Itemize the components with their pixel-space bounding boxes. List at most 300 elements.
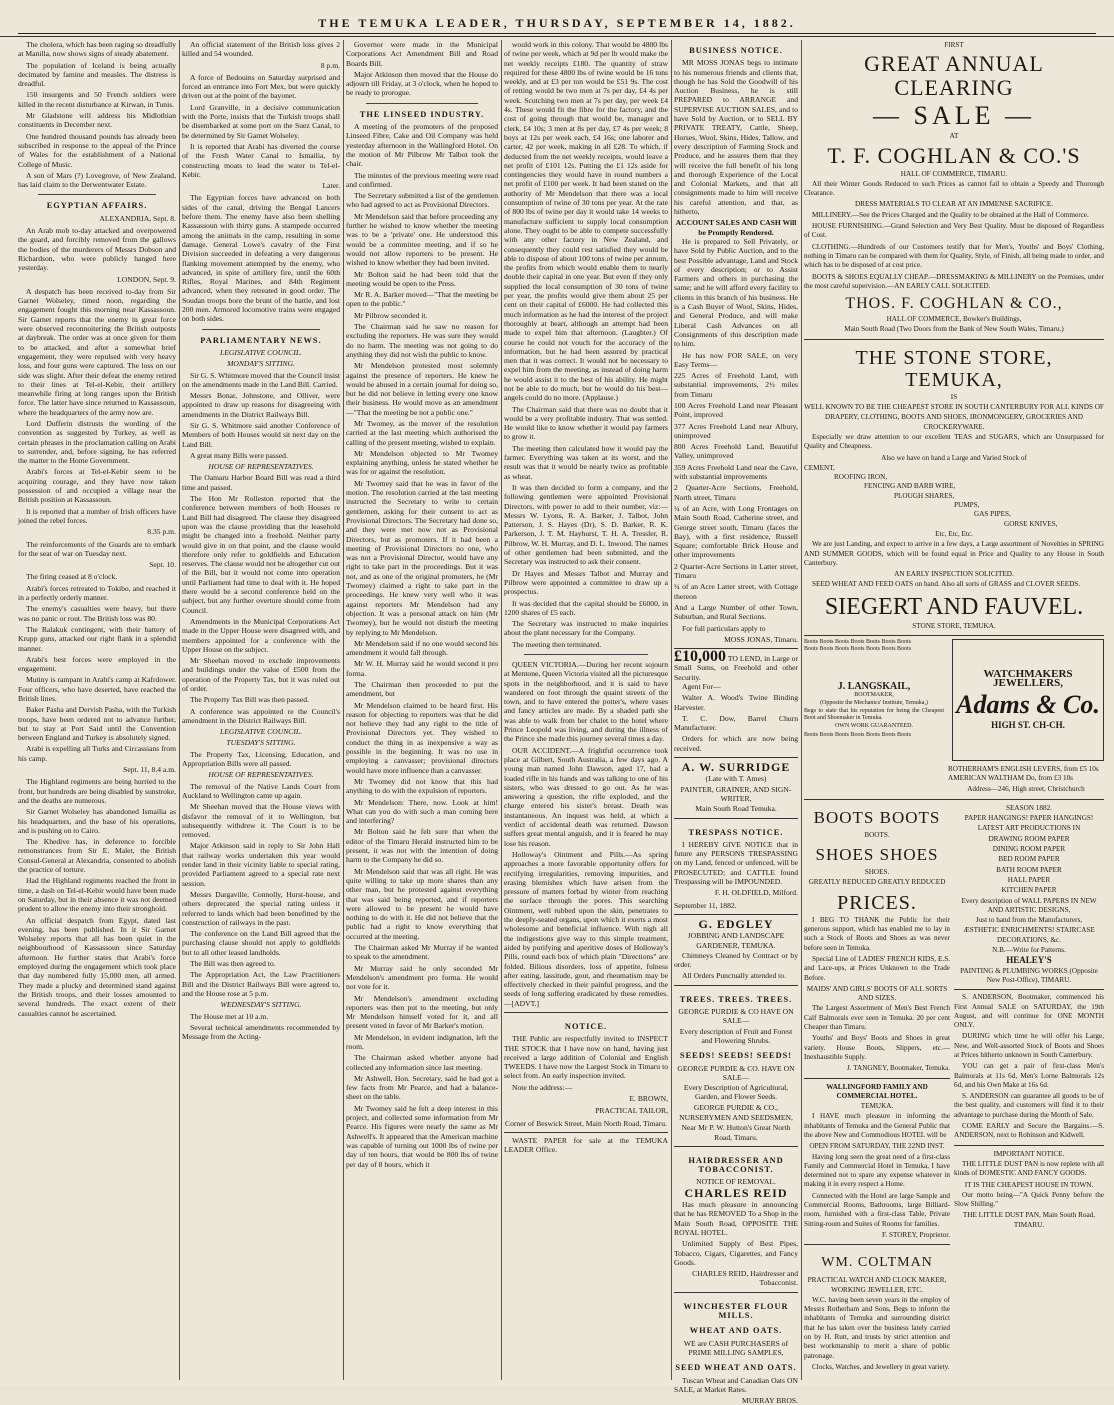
- heading-parliamentary-news: PARLIAMENTARY NEWS.: [200, 335, 322, 345]
- news-paragraph: Arabi's best forces were employed in the engagement.: [18, 654, 176, 674]
- ad-text: THE LITTLE DUST PAN, Main South Road, TIMARU.: [962, 1211, 1096, 1229]
- heading-linseed-industry: THE LINSEED INDUSTRY.: [359, 109, 485, 119]
- news-paragraph: Major Atkinson then moved that the House do adjourn till Friday, at 3 o'clock, when he hoped to be ready to prorogue.: [346, 69, 498, 98]
- list-item: 2 Quarter-Acre Sections in Latter street, Timaru: [674, 561, 798, 581]
- ad-heading: SEEDS! SEEDS! SEEDS!: [679, 1051, 793, 1061]
- column-2: [182, 40, 340, 1380]
- ad-heading: HAIRDRESSER AND TOBACCONIST.: [688, 1155, 784, 1175]
- ad-text: HALL OF COMMERCE, TIMARU.: [900, 169, 1008, 178]
- news-paragraph: Lord Dufferin distrusts the wording of the convention as suggested by Turkey, as well as certain phrases in the proclamation calling on Arabi to surrender, and, before signing, he has referred the matter to the Home Government.: [18, 418, 176, 466]
- ad-text: COME EARLY and Secure the Bargains.—S. ANDERSON, next to Robinson and Kidwell.: [954, 1122, 1104, 1140]
- news-paragraph: Baker Pasha and Dervish Pasha, with the Turkish troops, have been ordered not to advance further, but to stay at Port Said until the Convention between England and Turkey is absolutely signed.: [18, 705, 176, 743]
- ad-langskail: [804, 639, 944, 795]
- goods-item: PLOUGH SHARES,: [894, 491, 955, 500]
- goods-item: Etc, Etc, Etc.: [935, 529, 973, 538]
- boots-border: Boots Boots Boots Boots Boots Boots Boots: [804, 731, 912, 738]
- ad-edgley: [674, 914, 798, 981]
- dateline: ALEXANDRIA, Sept. 8.: [99, 213, 176, 223]
- news-paragraph: Mr Mendelson protested most solemnly against the presence of reporters. He knew he would be abused in a certain journal for doing so, but he did not believe in letting every one know their business. He would move as an amendment—"That the meeting be not a public one.": [346, 361, 498, 417]
- ad-heading: NOTICE.: [564, 1021, 608, 1031]
- ad-text: GEORGE PURDIE & CO HAVE ON SALE—: [678, 1007, 794, 1026]
- news-paragraph: The minutes of the previous meeting were read and confirmed.: [346, 170, 498, 189]
- ad-row-boots-adams: [804, 635, 1104, 795]
- ad-text: Also we have on hand a Large and Varied Stock of: [881, 453, 1027, 462]
- news-paragraph: The meeting then terminated.: [512, 639, 602, 649]
- news-paragraph: Amendments in the Municipal Corporations Act made in the Upper House were disagreed with, and members appointed for a conference with the Upper House on the subject.: [182, 616, 340, 654]
- ad-text: Every Description of Agricultural, Garden, and Flower Seeds.: [683, 1083, 789, 1102]
- ad-text: NOTICE OF REMOVAL.: [696, 1177, 776, 1187]
- news-paragraph: The Egyptian forces have advanced on both sides of the canal, driving the Bengal Lancers before them. The enemy have also been shelling Kassassoun with thirty guns. A stampede occurred among the animals in the camp, resulting in some damage. General Lowe's cavalry of the First Division succeeded in defeating a very dangerous flanking movement attempted by the enemy, who advanced, in spite of artillery fire, until the 60th Rifles, Royal Marines, and 84th Regiment advanced, when they retreated in good order. The Soudan troops bore the brunt of the battle, and lost 200 men. Armored locomotive trains were engaged on both sides.: [182, 193, 340, 324]
- news-paragraph: It is reported that Arabi has diverted the course of the Fresh Water Canal to Ismailia, by constructing moats to lead the water to Tel-el-Kebir.: [182, 141, 340, 179]
- ad-text: SHOES.: [864, 868, 890, 877]
- ad-title: WM. COLTMAN: [821, 1255, 933, 1271]
- ad-text: All their Winter Goods Reduced to such Prices as cannot fail to obtain a Speedy and Thorough Clearance.: [804, 179, 1104, 198]
- news-paragraph: Mr Bolton said he felt sure that when the editor of the Timaru Herald instructed him to be present, it was not with the intention of doing harm to the Company he did so.: [346, 827, 498, 865]
- ad-text: JOBBING AND LANDSCAPE GARDENER, TEMUKA.: [687, 931, 785, 950]
- ad-title: THOS. F. COGHLAN & CO.,: [845, 295, 1063, 313]
- divider: [524, 654, 648, 655]
- ad-text: TEMUKA.: [860, 1102, 894, 1111]
- ad-title: WALLINGFORD FAMILY AND COMMERCIAL HOTEL.: [826, 1082, 928, 1100]
- news-paragraph: Sir G. S. Whitmore said another Conference of Members of both Houses would sit next day on the Land Bill.: [182, 420, 340, 449]
- dateline: Sept. 11, 8.4 a.m.: [123, 765, 176, 775]
- ad-heading: TRESPASS NOTICE.: [688, 827, 784, 837]
- ad-title: G. EDGLEY: [698, 916, 774, 931]
- subheading: LEGISLATIVE COUNCIL.: [220, 727, 302, 737]
- news-paragraph: Arabi is expelling all Turks and Circassians from his camp.: [18, 744, 176, 763]
- ad-text: DURING which time he will offer his Large, New, and Well-assorted Stock of Boots and Shoes at Prices hitherto unknown in South Canterbury.: [954, 1032, 1104, 1059]
- column-rule: [671, 40, 672, 1380]
- ad-text: TO LEND, in Large or Small Sums, on Freehold and other Security.: [674, 654, 798, 682]
- news-paragraph: Mr W. H. Murray said he would second it pro forma.: [346, 659, 498, 678]
- ad-text: ROTHERHAM'S ENGLISH LEVERS, from £5 10s: [948, 764, 1099, 773]
- ad-text: S. ANDERSON can guarantee all goods to be of the best quality, and customers will find it to their advantage to purchase during the Month of Sale.: [954, 1092, 1104, 1119]
- ad-signature: J. TANGNEY, Bootmaker, Temuka.: [846, 1064, 950, 1073]
- news-paragraph: Governor were made in the Municipal Corporations Act Amendment Bill and Road Boards Bill.: [346, 40, 498, 68]
- ad-text: (Opposite the Mechanics' Institute, Temuka,): [820, 699, 928, 706]
- dateline: LONDON, Sept. 9.: [117, 274, 176, 284]
- logo-text: JEWELLERS,: [993, 677, 1063, 690]
- news-paragraph: Mr Murray said he only seconded Mr Mendelson's amendment pro forma. He would not vote for it.: [346, 963, 498, 992]
- ad-text: FIRST: [944, 41, 964, 49]
- dateline: 8.35 p.m.: [147, 527, 176, 537]
- ad-text: Begs to state that his reputation for being the Cheapest Boot and Shoemaker in Temuka.: [804, 708, 944, 722]
- ad-text: OWN WORK GUARANTEED.: [834, 723, 914, 730]
- news-paragraph: Mr Sheehan moved to exclude improvements and buildings under the value of £500 from the operation of the Property Tax, but it was ruled out of order.: [182, 656, 340, 693]
- column-rule: [179, 40, 180, 1380]
- news-paragraph: Mr Mendelson said that was all right. He was quite willing to take up more shares than any other man, but he protested against everything that was said being reported, and if reporters were allowed to be present he would have nothing to do with it. He did not believe that the public had a right to know everything that occurred at the meeting.: [346, 866, 498, 941]
- ad-title: J. LANGSKAIL,: [837, 681, 911, 693]
- news-paragraph: Arabi's forces at Tel-el-Kebir seem to be acquiring courage, and they have now taken possession of and occupied a village near the British position at Kassassoun.: [18, 467, 176, 505]
- news-paragraph: The Chairman asked whether anyone had collected any information since last meeting.: [346, 1053, 498, 1072]
- ad-row-tangney-papers: [804, 799, 1104, 1374]
- paper-item: BED ROOM PAPER: [998, 855, 1060, 864]
- ad-text: IS: [950, 392, 958, 401]
- ad-text: (Late with T. Ames): [705, 774, 767, 784]
- ad-text: He has now FOR SALE, on very Easy Terms—: [674, 350, 798, 369]
- land-list: [674, 371, 798, 621]
- news-paragraph: The enemy's casualties were heavy, but there was no panic or rout. The British loss was 80.: [18, 604, 176, 623]
- goods-item: GORSE KNIVES,: [1004, 519, 1058, 528]
- column-rule: [343, 40, 344, 1380]
- ad-brown-tailor: [504, 1012, 668, 1128]
- ad-text: Clocks, Watches, and Jewellery in great variety.: [812, 1362, 950, 1371]
- ad-text: Tuscan Wheat and Canadian Oats ON SALE, at Market Rates.: [674, 1375, 798, 1394]
- news-paragraph: A conference was appointed re the Council's amendment in the District Railways Bill.: [182, 706, 340, 725]
- column-5: [674, 40, 798, 1405]
- ad-text: OPEN FROM SATURDAY, THE 22ND INST.: [809, 1142, 945, 1151]
- ad-stone-store: [804, 339, 1104, 631]
- ad-text: Address—246, High street, Christchurch: [967, 784, 1085, 793]
- dateline: 8 p.m.: [320, 60, 340, 70]
- list-item: 225 Acres of Freehold Land, with substantial improvements, 2½ miles from Timaru: [674, 371, 798, 399]
- ad-heading: TREES. TREES. TREES.: [679, 994, 793, 1004]
- news-paragraph: Dr Hayes and Messrs Talbot and Murray and Pilbrow were appointed a committee to draw up a prospectus.: [504, 568, 668, 597]
- loan-amount: £10,000: [674, 648, 726, 666]
- ad-address: Corner of Beswick Street, Main North Road, Timaru.: [505, 1118, 667, 1128]
- goods-item: CEMENT,: [804, 463, 835, 472]
- ad-text: W.C. having been seven years in the employ of Messrs Rotherham and Sons, Begs to inform the inhabitants of Temuka and surrounding district that he has taken over the business lately carried on by H. Rutt, and trusts by strict attention and best workmanship to merit a share of public patronage.: [804, 1295, 950, 1360]
- ad-title-shoes: SHOES SHOES: [815, 845, 939, 865]
- ad-text: I HAVE much pleasure in informing the inhabitants of Temuka and the General Public that the above New and Commodious HOTEL will be: [804, 1112, 950, 1139]
- news-paragraph: Several technical amendments recommended by Message from the Acting-: [182, 1022, 340, 1042]
- ad-signature: E. BROWN,: [629, 1094, 668, 1104]
- news-paragraph: The conference on the Land Bill agreed that the purchasing clause should not apply to goldfields but to all other leased landholds.: [182, 929, 340, 957]
- paper-item: DINING ROOM PAPER: [992, 845, 1066, 854]
- ad-text: Unlimited Supply of Best Pipes, Tobacco, Cigars, Cigarettes, and Fancy Goods.: [674, 1239, 798, 1267]
- news-paragraph: Mr Pilbrow seconded it.: [354, 310, 428, 320]
- news-paragraph: A force of Bedouins on Saturday surprised and forced an entrance into Fort Mex, but were quickly driven out at the point of the bayonet.: [182, 72, 340, 101]
- list-item: 2 Quarter-Acre Sections, Freehold, North street, Timaru: [674, 483, 798, 502]
- ad-text: PAINTER, GRAINER, AND SIGN-WRITER,: [680, 784, 792, 803]
- news-paragraph: The Chairman asked Mr Murray if he wanted to speak to the amendment.: [346, 943, 498, 962]
- news-paragraph: An official despatch from Egypt, dated last evening, has been published. In it Sir Garnet Wolseley reports that all has been quiet in the neighbourhood of Kassassoun since Saturday afternoon. He further states that Arabi's force employed during the engagement which took place that day numbered fully 15,000 men, all armed. They made a plucky and determined stand against the British troops, and their losses amounted to several hundreds. The exact extent of their casualties cannot be ascertained.: [18, 915, 176, 1018]
- ad-text: Special Line of LADIES' FRENCH KIDS, E.S. and Lace-ups, at Prices Unknown to the Trade Before.: [804, 954, 950, 982]
- news-paragraph: Mr Mendelson: There, now. Look at him! What can you do with such a man coming here and interfering?: [346, 797, 498, 826]
- news-paragraph: The Property Tax Bill was then passed.: [190, 695, 309, 705]
- subheading: HOUSE OF REPRESENTATIVES.: [208, 462, 314, 472]
- news-paragraph: Had the Highland regiments reached the front in time, a dash on Tel-el-Kebir would have been made on Saturday, but in their absence it was not deemed prudent to allow the enemy into their stronghold.: [18, 876, 176, 914]
- ad-text: STONE STORE, TEMUKA.: [912, 621, 996, 630]
- news-paragraph: Holloway's Ointment and Pills.—As spring approaches a more favorable opportunity offers for rectifying irregularities, removing impurities, and erasing blemishes which have arisen from the pressure of matters forbad by winter from reaching the surface through the pores. This searching Ointment, well rubbed upon the skin, penetrates to the deeply-seated organs, upon which it exerts a most wholesome and beneficial influence. With nigh all the indigestions give way to this simple treatment, aided by purifying and aperitive doses of Holloway's Pills, round each box of which plain "Directions" are folded. Bilious disorders, loss of appetite, fulness after eating, lassitude, gout, and rheumatism may be effectively checked in their painful progress, and the seeds of long suffering eradicated by these remedies.—[ADVT.]: [504, 849, 668, 1008]
- ad-text: Just to hand from the Manufacturers,: [975, 916, 1083, 925]
- ad-title-siegert: SIEGERT AND FAUVEL.: [824, 593, 1084, 620]
- ad-text: HALL OF COMMERCE, Bowker's Buildings,: [886, 315, 1022, 324]
- divider: [202, 329, 320, 330]
- list-item: ¼ of an Acre Latter street, with Cottage thereon: [674, 582, 798, 601]
- ad-text: DRESS MATERIALS TO CLEAR AT AN IMMENSE SACRIFICE.: [854, 200, 1054, 209]
- news-paragraph: Mutiny is rampant in Arabi's camp at Kafrdower. Four officers, who have deserted, have reached the British lines.: [18, 675, 176, 703]
- ad-text: Note the address:—: [512, 1082, 573, 1092]
- news-paragraph: Sir Garnet Wolseley has abandoned Ismailia as his headquarters, and the base of his operations, and is pushing on to Cairo.: [18, 807, 176, 835]
- news-paragraph: 150 insurgents and 50 French soldiers were killed in the recent disturbance at Kirwan, in Tunis.: [18, 90, 176, 109]
- news-paragraph: Mr Mendelson claimed to be heard first. His reason for objecting to reporters was that he did not believe they had any right to the title of Provisional Directors yet. They wished to conduct the thing in as inexpensive a way as possible in the beginning. It was no use in employing a canvasser; provisional directors would have more influence than a canvasser.: [346, 700, 498, 775]
- divider: [38, 194, 156, 195]
- news-paragraph: The Chairman said that there was no doubt that it would be a very profitable industry. That was settled. He would like to know whether it would pay farmers to grow it.: [504, 404, 668, 442]
- ad-waste-paper: [504, 1132, 668, 1155]
- dateline: Later.: [322, 181, 340, 191]
- heading-egyptian-affairs: EGYPTIAN AFFAIRS.: [46, 201, 148, 211]
- ad-murray: [674, 1292, 798, 1405]
- ad-text: Every description of WALL PAPERS IN NEW AND ARTISTIC DESIGNS,: [961, 896, 1097, 914]
- ad-little-dust-pan: [954, 1145, 1104, 1230]
- ad-text: AT: [949, 132, 959, 141]
- masthead: [0, 0, 1114, 37]
- ad-text: WELL KNOWN TO BE THE CHEAPEST STORE IN SOUTH CANTERBURY FOR ALL KINDS OF: [804, 403, 1104, 412]
- ad-text: NURSERYMEN AND SEEDSMEN,: [679, 1112, 793, 1122]
- ad-text: We are just Landing, and expect to arrive in a few days, a Large assortment of Novelties in SPRING AND SUMMER GOODS, which will be found equal in Price and Quality to any House in South Canterbury.: [804, 540, 1104, 567]
- news-paragraph: QUEEN VICTORIA.—During her recent sojourn at Mentone, Queen Victoria visited all the picturesque spots in the neighborhood, and it is said to have wandered on foot through the quaint streets of the town, and to have entered the potter's, where vases and fancy articles are made. By a shaded path she was able to walk from her chalet to the hotel where Prince Leopold was living, and during the illness of the Prince she made this journey several times a day.: [504, 660, 668, 744]
- news-paragraph: Mr Mendelson's amendment excluding reporters was then put to the meeting, but only Mr Mendelson himself voted for it, and all present voted in favor of Mr Barker's motion.: [346, 993, 498, 1031]
- paper-item: KITCHEN PAPER: [1001, 886, 1057, 895]
- ad-text: T. C. Dow, Barrel Churn Manufacturer.: [674, 713, 798, 733]
- ad-text: GEORGE PURDIE & CO. HAVE ON SALE—: [677, 1063, 795, 1082]
- logo-text: HIGH ST. CH-CH.: [991, 719, 1065, 730]
- ad-text: S. ANDERSON, Bootmaker, commenced his First Annual SALE on SATURDAY, the 19th August, and will continue for ONE MONTH ONLY.: [954, 993, 1104, 1030]
- list-item: ¼ of an Acre, with Long Frontages on Main South Road, Catherine street, and George street south, Timaru (faces the Bay), with a first residence, Russell Square; comfortable Brick House and other improvements: [674, 503, 798, 560]
- ad-text: SEASON 1882.: [1006, 803, 1052, 812]
- ad-text: YOU can get a pair of first-class Men's Balmorals at 11s 6d, Men's Lorne Balmorals 12s 6d, and his Own Make at 16s 6d.: [954, 1062, 1104, 1089]
- news-paragraph: A meeting of the promoters of the proposed Linseed Fibre, Cake and Oil Company was held yesterday afternoon in the Wallingford Hotel. On the motion of Mr Pilbrow Mr Talbot took the chair.: [346, 122, 498, 169]
- ad-text: Walter A. Wood's Twine Binding Harvester.: [674, 693, 798, 712]
- news-paragraph: A son of Mars (?) Lovegrove, of New Zealand, has laid claim to the Derwentwater Estate.: [18, 170, 176, 190]
- news-paragraph: The Oamaru Harbor Board Bill was read a third time and passed.: [182, 473, 340, 492]
- news-paragraph: Sir G. S. Whitmore moved that the Council insist on the amendments made in the Land Bill. Carried.: [182, 370, 340, 389]
- ad-text: Near Mr P. W. Hutton's Great North Road, Timaru.: [681, 1123, 791, 1142]
- ad-text: BOOTMAKER,: [854, 691, 894, 698]
- news-paragraph: The Highland regiments are being hurried to the front, but hundreds are being disabled by sunstroke, and the deaths are numerous.: [18, 777, 176, 805]
- ad-text: GREATLY REDUCED GREATLY REDUCED: [808, 878, 946, 887]
- ad-text: LATEST ART PRODUCTIONS IN: [977, 824, 1081, 833]
- ad-heading: SEED WHEAT AND OATS.: [675, 1363, 797, 1373]
- news-paragraph: The meeting then calculated how it would pay the farmer. Everything was taken at its worst, and the result was that it would be nearly twice as profitable as wheat.: [504, 443, 668, 481]
- ad-text: N.B.—Write for Patterns.: [992, 946, 1066, 955]
- ad-title-sale: — SALE —: [873, 101, 1035, 131]
- ad-signature: MOSS JONAS, Timaru.: [724, 634, 798, 644]
- ad-text: BOOTS.: [864, 830, 890, 839]
- news-paragraph: It was then decided to form a company, and the following gentlemen were appointed Provisional Directors, with power to add to their number, viz:—Messrs W. Lyons, R. A. Barker, J. Talbot, John Patterson, J. S. Hayes (Dr), S. D. Barker, R. K. Parkerson, J. T. M. Hayhurst, T. H. A. Tressler, R. Pilbrow, W. H. Murray, and D. L. Inwood. The names of other gentlemen had been submitted, and the Secretary was instructed to ask their consent.: [504, 482, 668, 567]
- ad-trespass: [674, 818, 798, 910]
- news-paragraph: The Bill was then agreed to.: [190, 959, 276, 969]
- news-paragraph: An official statement of the British loss gives 2 killed and 54 wounded.: [182, 40, 340, 59]
- news-paragraph: Mr Mendelson said that before proceeding any further he wished to know whether the meeting was to be a 'private' one. He understood this would be a committee meeting, and if so he would not allow reporters to be present. He wished to know whether they had been invited.: [346, 211, 498, 268]
- news-paragraph: The Secretary submitted a list of the gentlemen who had agreed to act as Provisional Directors.: [346, 191, 498, 210]
- ad-text: Main South Road Temuka.: [695, 804, 777, 814]
- ad-title-boots: BOOTS BOOTS: [813, 807, 941, 827]
- goods-item: GAS PIPES,: [974, 510, 1011, 519]
- ad-title: CHARLES REID: [684, 1185, 788, 1200]
- news-paragraph: Mr Gladstone will address his Midlothian constituents in December next.: [18, 111, 176, 130]
- news-paragraph: Mr Bolton said he had been told that the meeting would be open to the Press.: [346, 269, 498, 288]
- news-paragraph: Lord Granville, in a decisive communication with the Porte, insists that the Turkish troops shall be disembarked at some port on the Suez Canal, to be determined by Sir Garnet Wolseley.: [182, 102, 340, 140]
- news-paragraph: The Chairman said he saw no reason for excluding the reporters. He was sure they would do no harm. The meeting was not going to do anything they did not wish the public to know.: [346, 322, 498, 359]
- column-4: [504, 40, 668, 1380]
- adams-logo: [952, 639, 1104, 761]
- ad-text: GEORGE PURDIE & CO.,: [693, 1102, 779, 1112]
- ad-title-coghlan: T. F. COGHLAN & CO.'S: [827, 142, 1081, 168]
- ad-text: Main South Road (Two Doors from the Bank of New South Wales, Timaru.): [844, 325, 1064, 334]
- ad-anderson: [954, 989, 1104, 1140]
- news-paragraph: An Arab mob to-day attacked and overpowered the guard, and forcibly removed from the gallows the bodies of the murderers of Messrs Dobson and Richardson, who were publicly hanged here yesterday.: [18, 226, 176, 273]
- paper-item: DRAWING ROOM PAPER: [988, 834, 1070, 843]
- ad-text: Youths' and Boys' Boots and Shoes in great variety. House Boots, Slippers, etc.—Inexhaustible Supply.: [804, 1034, 950, 1061]
- ad-text: PAPER HANGINGS! PAPER HANGINGS!: [964, 814, 1094, 823]
- news-paragraph: A despatch has been received to-day from Sir Garnet Wolseley, timed noon, regarding the engagement fought this morning near Kassassoun. Sir Garnet reports that the enemy in great force were observed reconnoitering the British outposts at daybreak. The order was at once given for them to be attacked, and after a somewhat brief engagement, they were repulsed with very heavy loss, and four guns were captured. The loss on our side was slight. After their defeat the enemy retired to their lines at Tel-el-Kebir, their artillery meanwhile firing at long ranges upon the British force. The latter have since returned to Kassassoun, where the headquarters of the army now are.: [18, 286, 176, 417]
- ad-signature: MURRAY BROS.: [742, 1396, 798, 1405]
- ad-title-stone-store: THE STONE STORE, TEMUKA,: [855, 346, 1053, 391]
- column-rule: [501, 40, 502, 1380]
- ad-text: The Largest Assortment of Men's Best French Calf Balmorals ever seen in Temuka. 20 per cent Cheaper than Timaru.: [804, 1004, 950, 1032]
- news-paragraph: Mr Twomey said he felt a deep interest in this project, and collected some information from Mr Pearce. His figures were nearly the same as Mr Ashwell's. It appeared that the American machine was capable of turning out 1000 lbs of twine per day of ten hours, that would be 800 lbs of twine per day of 8 hours, which it: [346, 1103, 498, 1169]
- news-paragraph: One hundred thousand pounds has already been subscribed in response to the appeal of the Prince of Wales for the establishment of a National College of Music.: [18, 131, 176, 169]
- ad-title: HEALEY'S: [1006, 955, 1052, 966]
- news-paragraph: The Secretary was instructed to make inquiries about the plant necessary for the Company.: [504, 619, 668, 638]
- ad-text: For full particulars apply to: [682, 623, 766, 633]
- subheading: MONDAY'S SITTING.: [227, 359, 295, 369]
- ad-text: I BEG TO THANK the Public for their generous support, which has enabled me to lay in such a Stock of Boots and Shoes as was never before seen in Temuka.: [804, 915, 950, 952]
- ad-text: ÆSTHETIC ENRICHMENTS! STAIRCASE DECORATIONS, &c.: [963, 926, 1095, 944]
- news-paragraph: The firing ceased at 8 o'clock.: [26, 572, 118, 582]
- ad-text: Every description of Fruit and Forest and Flowering Shrubs.: [679, 1026, 793, 1045]
- ad-text: Orders for which are now being received.: [674, 734, 798, 753]
- news-paragraph: A great many Bills were passed.: [190, 450, 288, 460]
- news-paragraph: Mr Mendelson objected to Mr Twomey explaining anything, unless he stated whether he was for or against the resolution.: [346, 448, 498, 477]
- news-paragraph: Mr R. A. Barker moved—"That the meeting be open to the public.": [346, 290, 498, 309]
- ad-title-prices: PRICES.: [837, 891, 917, 914]
- list-item: 377 Acres Freehold Land near Albury, unimproved: [674, 421, 798, 440]
- subheading: LEGISLATIVE COUNCIL.: [220, 347, 302, 357]
- ad-title: A. W. SURRIDGE: [681, 760, 791, 775]
- news-paragraph: Mr Twomey did not know that this had anything to do with the expulsion of reporters.: [346, 776, 498, 796]
- column-3: [346, 40, 498, 1380]
- ad-signature: F. STOREY, Proprietor.: [881, 1230, 950, 1239]
- ad-text: Agent For—: [682, 682, 721, 691]
- news-paragraph: The Ralakuk contingent, with their battery of Krupp guns, attacked our right flank in a splendid manner.: [18, 624, 176, 653]
- goods-item: PUMPS,: [954, 501, 980, 510]
- ad-text: SEED WHEAT AND FEED OATS on hand. Also all sorts of GRASS and CLOVER SEEDS.: [812, 580, 1081, 589]
- ad-heading: WHEAT AND OATS.: [689, 1326, 783, 1336]
- ad-text: All Orders Punctually attended to.: [682, 971, 786, 981]
- paper-item: HALL PAPER: [1007, 875, 1051, 884]
- dateline: Sept. 10.: [149, 560, 176, 570]
- news-paragraph: The cholera, which has been raging so dreadfully at Manilla, now shows signs of steady abatement.: [18, 40, 176, 59]
- paper-item: BATH ROOM PAPER: [996, 865, 1062, 874]
- ad-text: ACCOUNT SALES AND CASH Will be Promptly Rendered.: [675, 218, 797, 237]
- ad-text: MAIDS' AND GIRLS' BOOTS OF ALL SORTS AND SIZES.: [806, 984, 948, 1003]
- news-paragraph: The removal of the Native Lands Court from Auckland to Wellington came up again.: [182, 781, 340, 800]
- ad-date: September 11, 1882.: [674, 900, 737, 910]
- ad-surridge: [674, 757, 798, 813]
- news-paragraph: The House met at 10 a.m.: [190, 1011, 269, 1021]
- news-paragraph: Mr Sheehan moved that the House views with disfavor the removal of it to Wellington, but subsequently withdrew it. The Court is to be removed.: [182, 802, 340, 840]
- goods-item: FENCING AND BARB WIRE,: [864, 482, 956, 491]
- subheading: HOUSE OF REPRESENTATIVES.: [208, 770, 314, 780]
- news-paragraph: Mr Twomey said that he was in favor of the motion. The resolution carried at the last meeting instructed the Secretary to write to certain gentlemen, asking for their consent to act as Provisional Directors. The Secretary had done so, and they were met now not as Provisional Directors, but as promoters. If it had been a meeting of Provisional Directors no one, who was not a Provisional Director, would have any right to take part in the proceedings. But it was not, and as one of the original promoters, he (Mr Twomey) claimed a right to take part in the proceedings. He knew very well who it was against reporters Mr Mendelson had any objection. It was a personal attack on him (Mr Twomey), but he would not disturb the meeting by replying to Mr Mendelson.: [346, 478, 498, 637]
- boots-border: Boots Boots Boots Boots Boots Boots Boots: [804, 646, 912, 653]
- column-6-ads: [804, 40, 1104, 1380]
- list-item: 359 Acres Freehold Land near the Cave, with substantial improvements: [674, 462, 798, 482]
- list-item: 800 Acres Freehold Land, Beautiful Valley, unimproved: [674, 442, 798, 461]
- ad-loan: [674, 648, 798, 753]
- ad-signature: F. H. OLDFIELD, Milford.: [714, 888, 798, 898]
- news-paragraph: It is reported that a number of Irish officers have joined the rebel forces.: [18, 506, 176, 525]
- ad-heading: IMPORTANT NOTICE.: [993, 1149, 1065, 1158]
- news-paragraph: The population of Iceland is being actually decimated by famine and measles. The distress is dreadful.: [18, 60, 176, 89]
- ad-text: BOOTS & SHOES EQUALLY CHEAP.—DRESSMAKING & MILLINERY on the Premises, under the most careful supervision.—AN EARLY CALL SOLICITED.: [804, 272, 1104, 290]
- ad-text: HOUSE FURNISHING.—Grand Selection and Very Best Quality. Must be disposed of Regardless of Cost.: [804, 222, 1104, 240]
- ad-text: IT IS THE CHEAPEST HOUSE IN TOWN.: [964, 1180, 1094, 1189]
- news-paragraph: Major Atkinson said in reply to Sir John Hall that railway works undertaken this year would render land in their vicinity liable to special rating, provided Parliament agreed to a special rate next session.: [182, 841, 340, 888]
- ad-text: THE LITTLE DUST PAN is now replete with all kinds of DOMESTIC AND FANCY GOODS.: [954, 1159, 1104, 1178]
- masthead-title: THE TEMUKA LEADER, THURSDAY, SEPTEMBER 14, 1882.: [318, 16, 796, 30]
- news-paragraph: The Property Tax, Licensing, Education, and Appropriation Bills were all passed.: [182, 749, 340, 769]
- ad-text: Our motto being—"A Quick Penny before the Slow Shilling.": [954, 1190, 1104, 1209]
- ad-text: Connected with the Hotel are large Sample and Commercial Rooms, Bathrooms, large Billiard-room, furnished with a first-class Table, Private Sitting-room and Suites of Rooms for families.: [804, 1191, 950, 1228]
- ad-right-stack: [954, 803, 1104, 1374]
- ad-wallingford: [804, 1078, 950, 1241]
- subheading: WEDNESDAY'S SITTING.: [220, 1000, 302, 1010]
- ad-purdie: [674, 985, 798, 1142]
- ad-text: Having long seen the great need of a first-class Family and Commercial Hotel in Temuka, I have determined not to spare any expense whatever in making it in every respect a Home.: [804, 1152, 950, 1189]
- logo-text: WATCHMAKERS: [983, 668, 1073, 681]
- column-rule: [801, 40, 802, 1380]
- ad-text: WE are CASH PURCHASERS of PRIME MILLING SAMPLES,: [683, 1338, 789, 1357]
- news-paragraph: The Appropriation Act, the Law Practitioners Bill and the District Railways Bill were agreed to, and the House rose at 5 p.m.: [182, 970, 340, 998]
- ad-text: MILLINERY.—See the Prices Charged and the Quality to be obtained at the Hall of Commerce.: [812, 210, 1089, 219]
- ad-coltman: [804, 1244, 950, 1372]
- ad-signature: CHARLES REID, Hairdresser and Tobacconist.: [692, 1269, 798, 1288]
- ad-text: AN EARLY INSPECTION SOLICITED.: [894, 570, 1014, 579]
- news-paragraph: would work in this colony. That would be 4800 lbs of twine per week, which at 9d per lb would make the net weekly receipts £180. The quantity of straw required for these 4800 lbs of twine would be 16 tons weekly, and at £3 per ton would be £51 9s. The cost of retting would be two men at 7s per day, £4 4s per week. Scutching two men at 7s per day, per week £4 4s. These would fit the fibre for the factory, and the cost of going through that would be, manager and clerk, £4 10s; 3 men at 8s per day, £7 4s per week; 8 boys at 12s per week each, £4 16s; one laborer and carter, 42 per week, making in all £28. To which, if deducted from the net weekly receipts, would leave a net profit of £101 12s. Putting the £1 12s aside for contingencies they would have in round numbers a net profit of £100 per week. It had been stated on the authority of Mr Mendelson that there was a local consumption of twine of 30 tons per year. At the rate of 800 lbs of twine per day it would take 14 weeks to manufacture sufficient to supply local consumption alone. They ought to be able to compete successfully with any other factory in New Zealand, and consequently they could rest satisfied they would be able to dispose of about 100 tons of twine per annum, the profits from which would enable them to nearly double their capital in one year. But even if they only supplied the local consumption of 30 tons of twine per year, the profits would give them about 25 per cent on their capital of £6000. He had collected this much information as he had the interest of the project thoroughly at heart, although an attempt had been made to expel him that afternoon. (Laughter.) Of course he could not vouch for the accuracy of the information, but he had been assured by practical men that it was correct. It would not be necessary to expel him from the meeting, as instead of doing harm he would assist it to the best of his ability. He might not be able to do much, but he would do his best—angels could do no more. (Applause.): [504, 40, 668, 403]
- news-paragraph: OUR ACCIDENT.—A frightful occurrence took place at Gilbert, South Australia, a few days ago. A young man named John Dawson, aged 17, had a loaded rifle in his hands and was talking to one of his sisters, who was dressed to go out. As he was answering a question, the rifle exploded, and the charge entered his sister's breast. Death was instantaneous. An inquest was held, at which a verdict of accidental death was returned. Dawson suffers great mental anguish, and it is feared he may lose his reason.: [504, 745, 668, 848]
- ad-text: Has much pleasure in announcing that he has REMOVED To a Shop in the Main South Road, OPPOSITE THE ROYAL HOTEL.: [674, 1200, 798, 1237]
- ad-text: CLOTHING.—Hundreds of our Customers testify that for Men's, Youths' and Boys' Clothing, nothing in Timaru can be compared with them for Quality, Style, of Finish, all being made to order, and which has to be disposed of at cost price.: [804, 242, 1104, 270]
- column-1: [18, 40, 176, 1380]
- ad-text: DRAPERY, CLOTHING, BOOTS AND SHOES, IRONMONGERY, GROCERIES AND CROCKERYWARE.: [825, 413, 1083, 431]
- subheading: TUESDAY'S SITTING.: [226, 738, 296, 748]
- ad-text: I HEREBY GIVE NOTICE that in future any PERSONS TRESPASSING on my Land, fenced or unfenced, will be PROSECUTED; and CATTLE found Trespassing will be IMPOUNDED.: [674, 839, 798, 887]
- ad-text: Chimneys Cleaned by Contract or by order.: [674, 950, 798, 970]
- ad-heading: BUSINESS NOTICE.: [689, 46, 783, 55]
- ad-text: AMERICAN WALTHAM Do, from £3 10s: [948, 774, 1073, 783]
- goods-item: ROOFING IRON,: [834, 473, 888, 482]
- news-paragraph: The Khedive has, in deference to forcible remonstrances from Sir E. Malet, the British Consul-General at Alexandria, consented to abolish the practice of torture.: [18, 837, 176, 875]
- news-paragraph: The Chairman then proceeded to put the amendment, but: [346, 680, 498, 699]
- masthead-rule: [18, 33, 1096, 34]
- ad-text: PRACTICAL WATCH AND CLOCK MAKER, WORKING JEWELLER, ETC.: [807, 1276, 947, 1294]
- ad-text: WASTE PAPER for sale at the TEMUKA LEADER Office.: [504, 1135, 668, 1155]
- ad-text: He is prepared to Sell Privately, or have Sold by Public Auction, and to the best Possible advantage, Land and Stock of every description; or to Assist Farmers and others in purchasing the same; and he will afford every facility to clients in this branch of his business. He is a Cash Buyer of Wool, Skins, Hides, and General Produce, and will make Liberal Cash Advances on all Consignments of this description made to him.: [674, 236, 798, 349]
- news-paragraph: Mr Mendelson said if no one would second his amendment it would fall through.: [346, 638, 498, 658]
- boots-border: Boots Boots Boots Boots Boots Boots Boots: [804, 638, 912, 645]
- news-paragraph: Mr Twomey, as the mover of the resolution carried at the last meeting which authorised the calling of the present meeting, wished to explain.: [346, 418, 498, 447]
- list-item: And a Large Number of other Town, Suburban, and Rural Sections.: [674, 602, 798, 622]
- ad-text: Especially we draw attention to our excellent TEAS and SUGARS, which are Unsurpassed for Quality and Cheapness.: [804, 432, 1104, 451]
- news-paragraph: Messrs Dargaville, Connolly, Hurst-house, and others deprecated the special rating unless it referred to lands which had been benefitted by the construction of railways in the past.: [182, 889, 340, 927]
- news-paragraph: Mr Mendelson, in evident indignation, left the room.: [346, 1032, 498, 1051]
- ad-tangney: [804, 803, 950, 1374]
- ad-text: PAINTING & PLUMBING WORKS (Opposite New Post-Office), TIMARU.: [960, 966, 1098, 984]
- divider: [366, 103, 478, 104]
- news-paragraph: The reinforcements of the Guards are to embark for the seat of war on Tuesday next.: [18, 539, 176, 558]
- news-paragraph: Messrs Bonar, Johnstone, and Olliver, were appointed to draw up reasons for disagreeing with amendments in the District Railways Bill.: [182, 391, 340, 419]
- ad-text: MR MOSS JONAS begs to intimate to his numerous friends and clients that, though he has Sold the Goodwill of his Auction Business, he is still PREPARED to ARRANGE and SUPERVISE AUCTION SALES, and to have Sold by Auction, or to SELL BY PRIVATE TREATY, Cattle, Sheep, Horses, Wool, Skins, Hides, Tallow, and every description of Farming Stock and Produce, and he assures them that they will receive the full benefit of his long and thorough Experience of the Local and Colonial Markets, and that all consignments made to him will receive his careful attention, and that, as hitherto,: [674, 58, 798, 217]
- list-item: 100 Acres Freehold Land near Pleasant Point, improved: [674, 400, 798, 420]
- news-paragraph: It was decided that the capital should be £6000, in 1200 shares of £5 each.: [504, 598, 668, 617]
- news-paragraph: Arabi's forces retreated to Tokibo, and reached it in a perfectly orderly manner.: [18, 583, 176, 603]
- ad-heading: WINCHESTER FLOUR MILLS.: [683, 1301, 789, 1321]
- news-paragraph: Mr Ashwell, Hon. Secretary, said he had got a few facts from Mr Pearce, and had a balance-sheet on the table.: [346, 1073, 498, 1102]
